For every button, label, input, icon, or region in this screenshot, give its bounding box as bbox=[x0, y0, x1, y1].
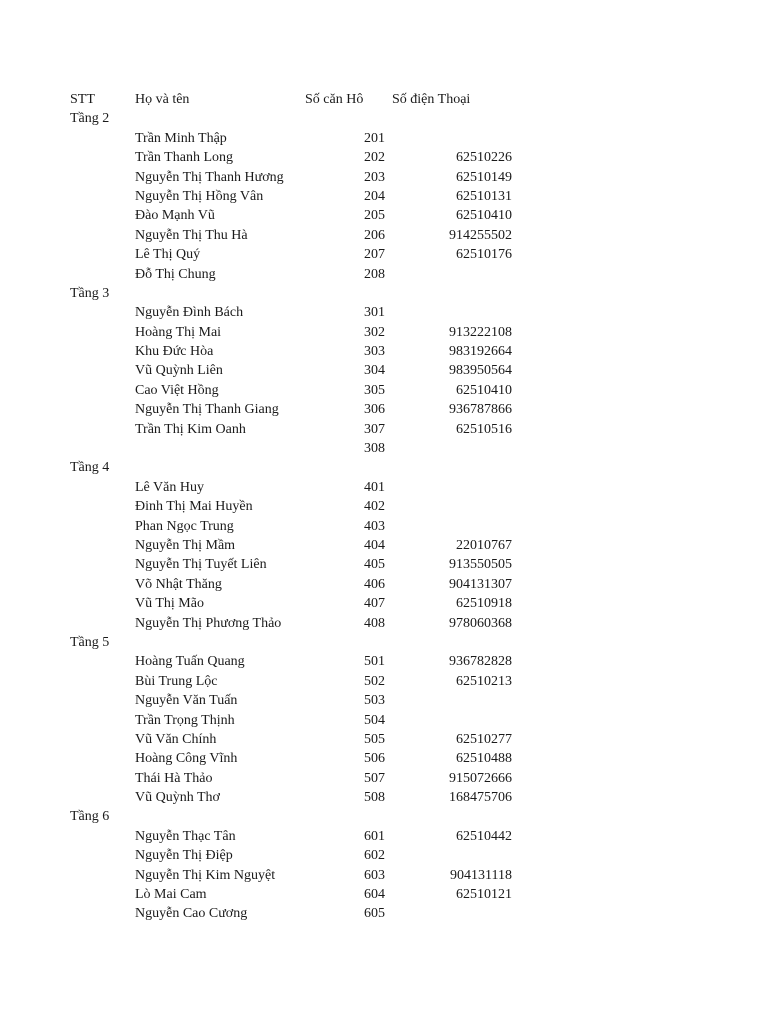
resident-row bbox=[0, 187, 768, 206]
header-phone: Số điện Thoại bbox=[392, 92, 471, 107]
phone-number: 913550505 bbox=[449, 557, 512, 573]
resident-name: Nguyễn Thị Thu Hà bbox=[135, 227, 248, 243]
apartment-number: 207 bbox=[364, 247, 385, 263]
phone-number: 62510213 bbox=[456, 673, 512, 689]
resident-name: Hoàng Công Vĩnh bbox=[135, 751, 238, 767]
resident-row bbox=[0, 614, 768, 633]
resident-row bbox=[0, 439, 768, 458]
resident-row bbox=[0, 575, 768, 594]
apartment-number: 201 bbox=[364, 130, 385, 146]
resident-row bbox=[0, 168, 768, 187]
header-row bbox=[0, 90, 768, 109]
resident-row bbox=[0, 129, 768, 148]
resident-name: Hoàng Tuấn Quang bbox=[135, 654, 245, 670]
resident-name: Nguyễn Thị Phương Thảo bbox=[135, 615, 282, 631]
resident-rows bbox=[0, 109, 768, 923]
apartment-number: 506 bbox=[364, 751, 385, 767]
phone-number: 62510121 bbox=[456, 887, 512, 903]
resident-row bbox=[0, 885, 768, 904]
resident-name: Trần Trọng Thịnh bbox=[135, 712, 235, 728]
phone-number: 62510277 bbox=[456, 731, 512, 747]
resident-row bbox=[0, 497, 768, 516]
apartment-number: 303 bbox=[364, 344, 385, 360]
phone-number: 62510226 bbox=[456, 150, 512, 166]
resident-row bbox=[0, 536, 768, 555]
resident-name: Vũ Quỳnh Liên bbox=[135, 363, 223, 379]
resident-row bbox=[0, 730, 768, 749]
resident-name: Hoàng Thị Mai bbox=[135, 324, 222, 340]
apartment-number: 208 bbox=[364, 266, 385, 282]
apartment-number: 605 bbox=[364, 906, 385, 922]
resident-row bbox=[0, 672, 768, 691]
phone-number: 978060368 bbox=[449, 615, 512, 631]
resident-name: Vũ Thị Mão bbox=[135, 596, 204, 612]
floor-label: Tầng 4 bbox=[70, 460, 110, 476]
resident-name: Đinh Thị Mai Huyền bbox=[135, 499, 253, 515]
phone-number: 62510442 bbox=[456, 828, 512, 844]
resident-row bbox=[0, 691, 768, 710]
resident-name: Nguyễn Thị Tuyết Liên bbox=[135, 557, 267, 573]
phone-number: 62510149 bbox=[456, 169, 512, 185]
phone-number: 62510516 bbox=[456, 421, 512, 437]
resident-name: Lê Thị Quý bbox=[135, 247, 201, 263]
resident-row bbox=[0, 749, 768, 768]
resident-row bbox=[0, 148, 768, 167]
resident-name: Nguyễn Thị Thanh Hương bbox=[135, 169, 284, 185]
phone-number: 983192664 bbox=[449, 344, 512, 360]
apartment-number: 307 bbox=[364, 421, 385, 437]
resident-row bbox=[0, 904, 768, 923]
resident-row bbox=[0, 478, 768, 497]
apartment-number: 302 bbox=[364, 324, 385, 340]
resident-name: Nguyễn Thị Mầm bbox=[135, 537, 236, 553]
resident-row bbox=[0, 265, 768, 284]
apartment-number: 505 bbox=[364, 731, 385, 747]
apartment-number: 507 bbox=[364, 770, 385, 786]
floor-row bbox=[0, 458, 768, 477]
apartment-number: 504 bbox=[364, 712, 385, 728]
apartment-number: 402 bbox=[364, 499, 385, 515]
resident-name: Trần Minh Thập bbox=[135, 130, 227, 146]
phone-number: 62510176 bbox=[456, 247, 512, 263]
resident-name: Thái Hà Thảo bbox=[135, 770, 213, 786]
header-name: Họ và tên bbox=[135, 92, 190, 107]
resident-row bbox=[0, 827, 768, 846]
apartment-number: 202 bbox=[364, 150, 385, 166]
apartment-number: 308 bbox=[364, 441, 385, 457]
apartment-number: 407 bbox=[364, 596, 385, 612]
resident-name: Vũ Văn Chính bbox=[135, 731, 217, 747]
resident-name: Nguyễn Thạc Tân bbox=[135, 828, 236, 844]
resident-name: Trần Thị Kim Oanh bbox=[135, 421, 246, 437]
apartment-number: 601 bbox=[364, 828, 385, 844]
resident-name: Nguyễn Thị Điệp bbox=[135, 848, 233, 864]
resident-name: Đào Mạnh Vũ bbox=[135, 208, 215, 224]
phone-number: 22010767 bbox=[456, 537, 512, 553]
resident-row bbox=[0, 381, 768, 400]
apartment-number: 301 bbox=[364, 305, 385, 321]
phone-number: 915072666 bbox=[449, 770, 512, 786]
phone-number: 914255502 bbox=[449, 227, 512, 243]
resident-row bbox=[0, 206, 768, 225]
phone-number: 983950564 bbox=[449, 363, 512, 379]
floor-row bbox=[0, 633, 768, 652]
resident-row bbox=[0, 846, 768, 865]
apartment-number: 403 bbox=[364, 518, 385, 534]
resident-name: Lò Mai Cam bbox=[135, 887, 207, 903]
phone-number: 936782828 bbox=[449, 654, 512, 670]
resident-list-sheet bbox=[0, 90, 768, 924]
header-stt: STT bbox=[70, 92, 95, 107]
phone-number: 936787866 bbox=[449, 402, 512, 418]
floor-label: Tầng 6 bbox=[70, 809, 110, 825]
phone-number: 62510131 bbox=[456, 188, 512, 204]
phone-number: 62510410 bbox=[456, 382, 512, 398]
resident-row bbox=[0, 652, 768, 671]
resident-name: Nguyễn Thị Kim Nguyệt bbox=[135, 867, 276, 883]
apartment-number: 501 bbox=[364, 654, 385, 670]
resident-name: Nguyễn Thị Thanh Giang bbox=[135, 402, 279, 418]
resident-name: Nguyễn Đình Bách bbox=[135, 305, 244, 321]
apartment-number: 306 bbox=[364, 402, 385, 418]
floor-label: Tầng 3 bbox=[70, 285, 110, 301]
phone-number: 913222108 bbox=[449, 324, 512, 340]
floor-row bbox=[0, 109, 768, 128]
apartment-number: 401 bbox=[364, 479, 385, 495]
resident-row bbox=[0, 711, 768, 730]
resident-name: Nguyễn Thị Hồng Vân bbox=[135, 188, 264, 204]
apartment-number: 304 bbox=[364, 363, 385, 379]
resident-name: Phan Ngọc Trung bbox=[135, 518, 234, 534]
phone-number: 904131118 bbox=[450, 867, 512, 883]
resident-row bbox=[0, 517, 768, 536]
apartment-number: 305 bbox=[364, 382, 385, 398]
apartment-number: 503 bbox=[364, 693, 385, 709]
apartment-number: 404 bbox=[364, 537, 385, 553]
apartment-number: 204 bbox=[364, 188, 385, 204]
phone-number: 168475706 bbox=[449, 790, 512, 806]
apartment-number: 205 bbox=[364, 208, 385, 224]
apartment-number: 408 bbox=[364, 615, 385, 631]
resident-row bbox=[0, 245, 768, 264]
resident-name: Nguyễn Cao Cương bbox=[135, 906, 248, 922]
resident-row bbox=[0, 303, 768, 322]
floor-row bbox=[0, 807, 768, 826]
resident-row bbox=[0, 226, 768, 245]
resident-row bbox=[0, 594, 768, 613]
resident-row bbox=[0, 420, 768, 439]
resident-name: Võ Nhật Thăng bbox=[135, 576, 222, 592]
resident-name: Nguyễn Văn Tuấn bbox=[135, 693, 238, 709]
floor-label: Tầng 5 bbox=[70, 634, 110, 650]
apartment-number: 405 bbox=[364, 557, 385, 573]
apartment-number: 502 bbox=[364, 673, 385, 689]
resident-name: Lê Văn Huy bbox=[135, 479, 204, 495]
apartment-number: 206 bbox=[364, 227, 385, 243]
apartment-number: 203 bbox=[364, 169, 385, 185]
resident-row bbox=[0, 769, 768, 788]
floor-row bbox=[0, 284, 768, 303]
phone-number: 62510918 bbox=[456, 596, 512, 612]
apartment-number: 602 bbox=[364, 848, 385, 864]
resident-row bbox=[0, 788, 768, 807]
apartment-number: 508 bbox=[364, 790, 385, 806]
resident-row bbox=[0, 555, 768, 574]
resident-name: Khu Đức Hòa bbox=[135, 344, 214, 360]
phone-number: 62510488 bbox=[456, 751, 512, 767]
apartment-number: 604 bbox=[364, 887, 385, 903]
resident-row bbox=[0, 342, 768, 361]
floor-label: Tầng 2 bbox=[70, 111, 110, 127]
resident-name: Vũ Quỳnh Thơ bbox=[135, 790, 220, 806]
phone-number: 62510410 bbox=[456, 208, 512, 224]
apartment-number: 406 bbox=[364, 576, 385, 592]
resident-row bbox=[0, 866, 768, 885]
resident-row bbox=[0, 400, 768, 419]
phone-number: 904131307 bbox=[449, 576, 512, 592]
resident-name: Cao Việt Hồng bbox=[135, 382, 219, 398]
apartment-number: 603 bbox=[364, 867, 385, 883]
header-apartment: Số căn Hô bbox=[305, 92, 364, 107]
resident-name: Trần Thanh Long bbox=[135, 150, 233, 166]
resident-row bbox=[0, 361, 768, 380]
resident-name: Bùi Trung Lộc bbox=[135, 673, 218, 689]
resident-name: Đỗ Thị Chung bbox=[135, 266, 216, 282]
resident-row bbox=[0, 323, 768, 342]
